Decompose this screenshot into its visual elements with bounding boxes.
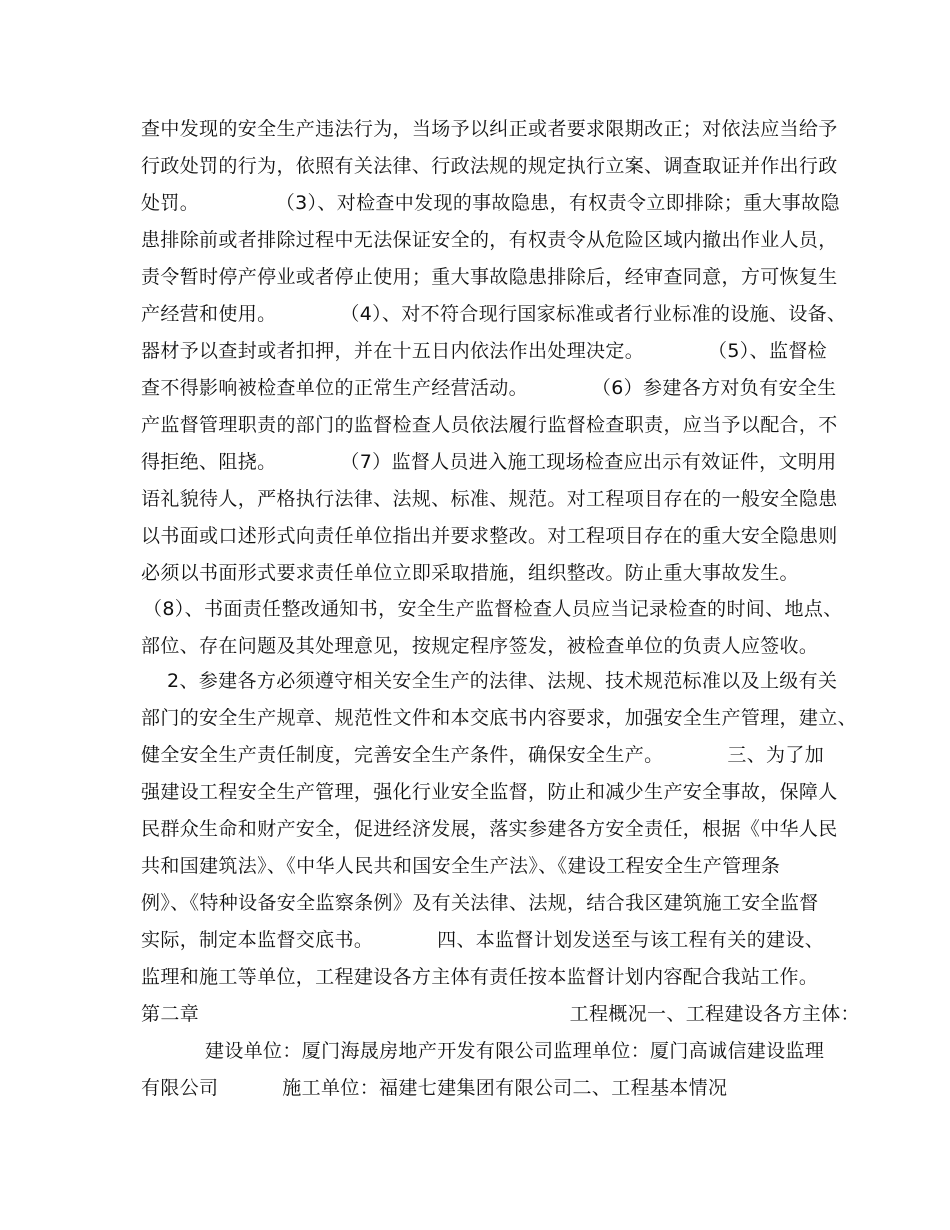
chapter-heading-line: 第二章 工程概况一、工程建设各方主体： <box>141 1003 860 1025</box>
text-line-17: 部门的安全生产规章、规范性文件和本交底书内容要求，加强安全生产管理，建立、 <box>141 707 857 729</box>
text-line-15: 部位、存在问题及其处理意见，按规定程序签发，被检查单位的负责人应签收。 <box>141 635 819 657</box>
text-line-9: 产监督管理职责的部门的监督检查人员依法履行监督检查职责，应当予以配合，不 <box>141 414 838 436</box>
text-line-3: 处罚。 （3）、对检查中发现的事故隐患，有权责令立即排除；重大事故隐 <box>141 192 840 214</box>
text-line-16: 2、参建各方必须遵守相关安全生产的法律、法规、技术规范标准以及上级有关 <box>167 670 838 692</box>
text-line-19: 强建设工程安全生产管理，强化行业安全监督，防止和减少生产安全事故，保障人 <box>141 781 838 803</box>
text-line-2: 行政处罚的行为，依照有关法律、行政法规的规定执行立案、调查取证并作出行政 <box>141 155 838 177</box>
text-line-8: 查不得影响被检查单位的正常生产经营活动。 （6）参建各方对负有安全生 <box>141 377 837 399</box>
text-line-21: 共和国建筑法》、《中华人民共和国安全生产法》、《建设工程安全生产管理条 <box>141 855 781 877</box>
text-line-6: 产经营和使用。 （4）、对不符合现行国家标准或者行业标准的设施、设备、 <box>141 303 847 325</box>
text-line-10: 得拒绝、阻挠。 （7）监督人员进入施工现场检查应出示有效证件，文明用 <box>141 451 837 473</box>
text-line-12: 以书面或口述形式向责任单位指出并要求整改。对工程项目存在的重大安全隐患则 <box>141 525 838 547</box>
text-line-1: 查中发现的安全生产违法行为，当场予以纠正或者要求限期改正；对依法应当给予 <box>141 118 838 140</box>
text-line-27: 有限公司 施工单位：福建七建集团有限公司二、工程基本情况 <box>141 1077 728 1099</box>
text-line-26: 建设单位：厦门海晟房地产开发有限公司监理单位：厦门高诚信建设监理 <box>205 1040 825 1062</box>
text-line-13: 必须以书面形式要求责任单位立即采取措施，组织整改。防止重大事故发生。 <box>141 562 799 584</box>
text-line-4: 患排除前或者排除过程中无法保证安全的，有权责令从危险区域内撤出作业人员， <box>141 229 838 251</box>
text-line-18: 健全安全生产责任制度，完善安全生产条件，确保安全生产。 三、为了加 <box>141 744 825 766</box>
text-line-5: 责令暂时停产停业或者停止使用；重大事故隐患排除后，经审查同意，方可恢复生 <box>141 266 838 288</box>
text-line-7: 器材予以查封或者扣押，并在十五日内依法作出处理决定。 （5）、监督检 <box>141 340 828 362</box>
text-line-14: （8）、书面责任整改通知书，安全生产监督检查人员应当记录检查的时间、地点、 <box>143 598 843 620</box>
text-line-23: 实际，制定本监督交底书。 四、本监督计划发送至与该工程有关的建设、 <box>141 929 825 951</box>
text-line-20: 民群众生命和财产安全，促进经济发展，落实参建各方安全责任，根据《中华人民 <box>141 818 838 840</box>
text-line-11: 语礼貌待人，严格执行法律、法规、标准、规范。对工程项目存在的一般安全隐患 <box>141 488 838 510</box>
text-line-24: 监理和施工等单位，工程建设各方主体有责任按本监督计划内容配合我站工作。 <box>141 966 819 988</box>
text-line-22: 例》、《特种设备安全监察条例》及有关法律、法规，结合我区建筑施工安全监督 <box>141 892 819 914</box>
